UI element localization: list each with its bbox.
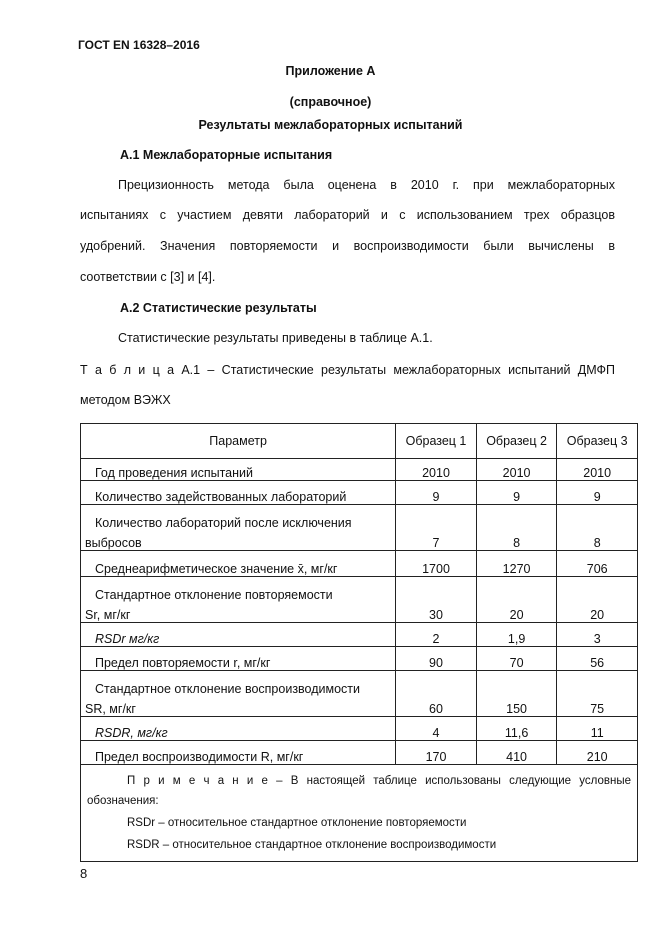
- row-value: 8: [557, 505, 638, 551]
- row-value: 1,9: [476, 623, 557, 647]
- section1-line2: испытаниях с участием девяти лабораторий и с использованием трех образцов: [80, 208, 615, 222]
- table-row: [81, 459, 638, 481]
- table-row: [81, 623, 638, 647]
- table-row: [81, 717, 638, 741]
- table-row: [81, 741, 638, 765]
- row-parameter-line2: Sr, мг/кг: [85, 608, 131, 622]
- row-value: 170: [396, 741, 477, 765]
- row-parameter: RSDr мг/кг: [81, 623, 396, 647]
- row-value: 70: [476, 647, 557, 671]
- row-value: 3: [557, 623, 638, 647]
- section1-line3: удобрений. Значения повторяемости и воспроизводимости были вычислены в: [80, 239, 615, 253]
- row-value: 60: [396, 671, 477, 717]
- row-value: 150: [476, 671, 557, 717]
- header-sample1: Образец 1: [396, 424, 477, 459]
- row-parameter-line1: Количество лабораторий после исключения: [95, 516, 352, 530]
- appendix-heading: Результаты межлабораторных испытаний: [198, 118, 463, 132]
- table-row: [81, 551, 638, 577]
- row-parameter: RSDR, мг/кг: [81, 717, 396, 741]
- header-parameter: Параметр: [81, 424, 396, 459]
- note-def-rsdR: RSDR – относительное стандартное отклонение воспроизводимости: [127, 839, 497, 851]
- row-parameter: Предел воспроизводимости R, мг/кг: [81, 741, 396, 765]
- table-note-row: [81, 765, 638, 862]
- table-row: [81, 505, 638, 551]
- header-sample2: Образец 2: [476, 424, 557, 459]
- row-value: 2010: [476, 459, 557, 481]
- row-value: 30: [396, 577, 477, 623]
- row-value: 20: [557, 577, 638, 623]
- row-value: 9: [476, 481, 557, 505]
- page-number: 8: [80, 866, 88, 881]
- note-line2: обозначения:: [87, 795, 159, 807]
- row-value: 75: [557, 671, 638, 717]
- row-parameter: [81, 671, 396, 717]
- row-value: 2010: [396, 459, 477, 481]
- table-row: [81, 577, 638, 623]
- row-value: 11,6: [476, 717, 557, 741]
- row-value: 11: [557, 717, 638, 741]
- table-caption-line2: методом ВЭЖХ: [80, 393, 171, 407]
- row-value: 7: [396, 505, 477, 551]
- row-value: 2010: [557, 459, 638, 481]
- table-row: [81, 647, 638, 671]
- appendix-status: (справочное): [289, 95, 372, 109]
- row-parameter: [81, 577, 396, 623]
- section2-title: А.2 Статистические результаты: [120, 301, 317, 315]
- table-note: [81, 765, 638, 862]
- header-sample3: Образец 3: [557, 424, 638, 459]
- row-value: 90: [396, 647, 477, 671]
- row-parameter-line1: Стандартное отклонение воспроизводимости: [95, 682, 361, 696]
- table-row: [81, 671, 638, 717]
- section1-line4: соответствии с [3] и [4].: [80, 270, 216, 284]
- row-parameter: [81, 505, 396, 551]
- row-value: 210: [557, 741, 638, 765]
- appendix-title: Приложение А: [285, 64, 376, 78]
- row-value: 1700: [396, 551, 477, 577]
- row-value: 410: [476, 741, 557, 765]
- row-value: 4: [396, 717, 477, 741]
- statistics-table: [80, 423, 638, 862]
- row-parameter-line2: SR, мг/кг: [85, 702, 136, 716]
- section2-intro: Статистические результаты приведены в таблице А.1.: [118, 331, 433, 345]
- row-value: 56: [557, 647, 638, 671]
- note-def-rsdr: RSDr – относительное стандартное отклонение повторяемости: [127, 817, 467, 829]
- row-value: 2: [396, 623, 477, 647]
- row-parameter: Количество задействованных лабораторий: [81, 481, 396, 505]
- row-parameter: Среднеарифметическое значение x̄, мг/кг: [81, 551, 396, 577]
- row-value: 706: [557, 551, 638, 577]
- document-header: ГОСТ EN 16328–2016: [78, 38, 200, 52]
- row-value: 8: [476, 505, 557, 551]
- row-parameter-line2: выбросов: [85, 536, 142, 550]
- row-parameter-line1: Стандартное отклонение повторяемости: [95, 588, 333, 602]
- table-header-row: [81, 424, 638, 459]
- row-value: 20: [476, 577, 557, 623]
- row-parameter: Предел повторяемости r, мг/кг: [81, 647, 396, 671]
- table-caption-line1: Т а б л и ц а А.1 – Статистические результаты межлабораторных испытаний ДМФП: [80, 363, 615, 377]
- section1-title: А.1 Межлабораторные испытания: [120, 148, 333, 162]
- table-row: [81, 481, 638, 505]
- row-value: 1270: [476, 551, 557, 577]
- row-value: 9: [396, 481, 477, 505]
- note-line1: П р и м е ч а н и е – В настоящей таблице использованы следующие условные: [127, 775, 631, 787]
- section1-line1: Прецизионность метода была оценена в 2010 г. при межлабораторных: [118, 178, 615, 192]
- row-parameter: Год проведения испытаний: [81, 459, 396, 481]
- row-value: 9: [557, 481, 638, 505]
